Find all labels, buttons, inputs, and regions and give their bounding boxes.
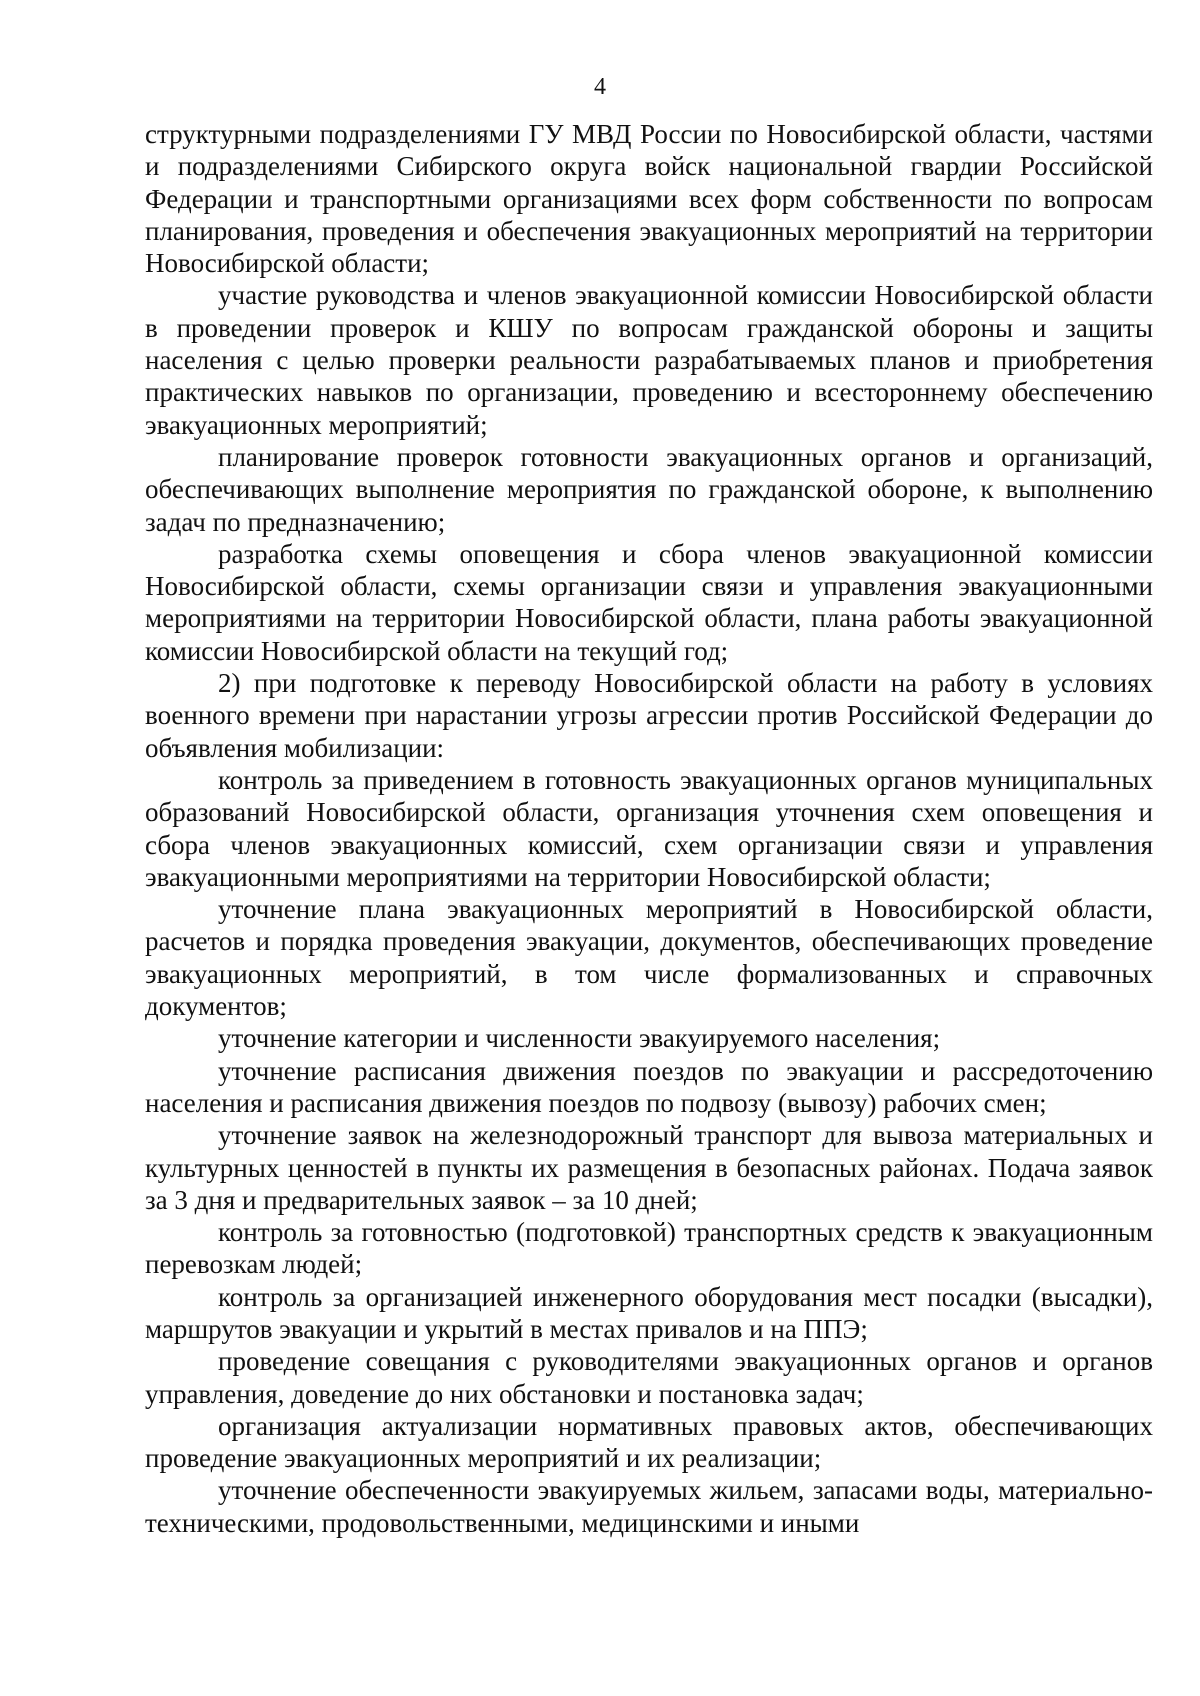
- paragraph: проведение совещания с руководителями эвакуационных органов и органов управления, доведение до них обстановки и постановка задач;: [145, 1346, 1153, 1409]
- paragraph: участие руководства и членов эвакуационной комиссии Новосибирской области в проведении проверок и КШУ по вопросам гражданской обороны и защиты населения с целью проверки реальности разрабатываемых планов и приобретения практических навыков по организации, проведению и всестороннему обеспечению эвакуационных мероприятий;: [145, 280, 1153, 440]
- document-body: [145, 118, 1153, 1539]
- paragraph: уточнение расписания движения поездов по эвакуации и рассредоточению населения и расписания движения поездов по подвозу (вывозу) рабочих смен;: [145, 1055, 1153, 1118]
- paragraph: уточнение заявок на железнодорожный транспорт для вывоза материальных и культурных ценностей в пункты их размещения в безопасных районах. Подача заявок за 3 дня и предварительных заявок – за 10 дней;: [145, 1120, 1153, 1215]
- paragraph: разработка схемы оповещения и сбора членов эвакуационной комиссии Новосибирской области, схемы организации связи и управления эвакуационными мероприятиями на территории Новосибирской области, плана работы эвакуационной комиссии Новосибирской области на текущий год;: [145, 538, 1153, 666]
- paragraph: уточнение плана эвакуационных мероприятий в Новосибирской области, расчетов и порядка проведения эвакуации, документов, обеспечивающих проведение эвакуационных мероприятий, в том числе формализованных и справочных документов;: [145, 894, 1153, 1022]
- paragraph: контроль за организацией инженерного оборудования мест посадки (высадки), маршрутов эвакуации и укрытий в местах привалов и на ППЭ;: [145, 1281, 1153, 1344]
- page-number: 4: [594, 74, 606, 100]
- paragraph: контроль за приведением в готовность эвакуационных органов муниципальных образований Новосибирской области, организация уточнения схем оповещения и сбора членов эвакуационных комиссий, схем организации связи и управления эвакуационными мероприятиями на территории Новосибирской области;: [145, 764, 1153, 892]
- paragraph-continuation: структурными подразделениями ГУ МВД России по Новосибирской области, частями и подразделениями Сибирского округа войск национальной гвардии Российской Федерации и транспортными организациями всех форм собственности по вопросам планирования, проведения и обеспечения эвакуационных мероприятий на территории Новосибирской области;: [145, 119, 1153, 279]
- paragraph: организация актуализации нормативных правовых актов, обеспечивающих проведение эвакуационных мероприятий и их реализации;: [145, 1410, 1153, 1474]
- paragraph-section-2: 2) при подготовке к переводу Новосибирской области на работу в условиях военного времени при нарастании угрозы агрессии против Российской Федерации до объявления мобилизации:: [145, 668, 1153, 763]
- paragraph: уточнение категории и численности эвакуируемого населения;: [218, 1023, 941, 1054]
- paragraph: контроль за готовностью (подготовкой) транспортных средств к эвакуационным перевозкам людей;: [145, 1217, 1153, 1280]
- paragraph: планирование проверок готовности эвакуационных органов и организаций, обеспечивающих выполнение мероприятия по гражданской обороне, к выполнению задач по предназначению;: [145, 441, 1153, 537]
- paragraph-truncated: уточнение обеспеченности эвакуируемых жильем, запасами воды, материально-техническими, продовольственными, медицинскими и иными: [145, 1475, 1153, 1538]
